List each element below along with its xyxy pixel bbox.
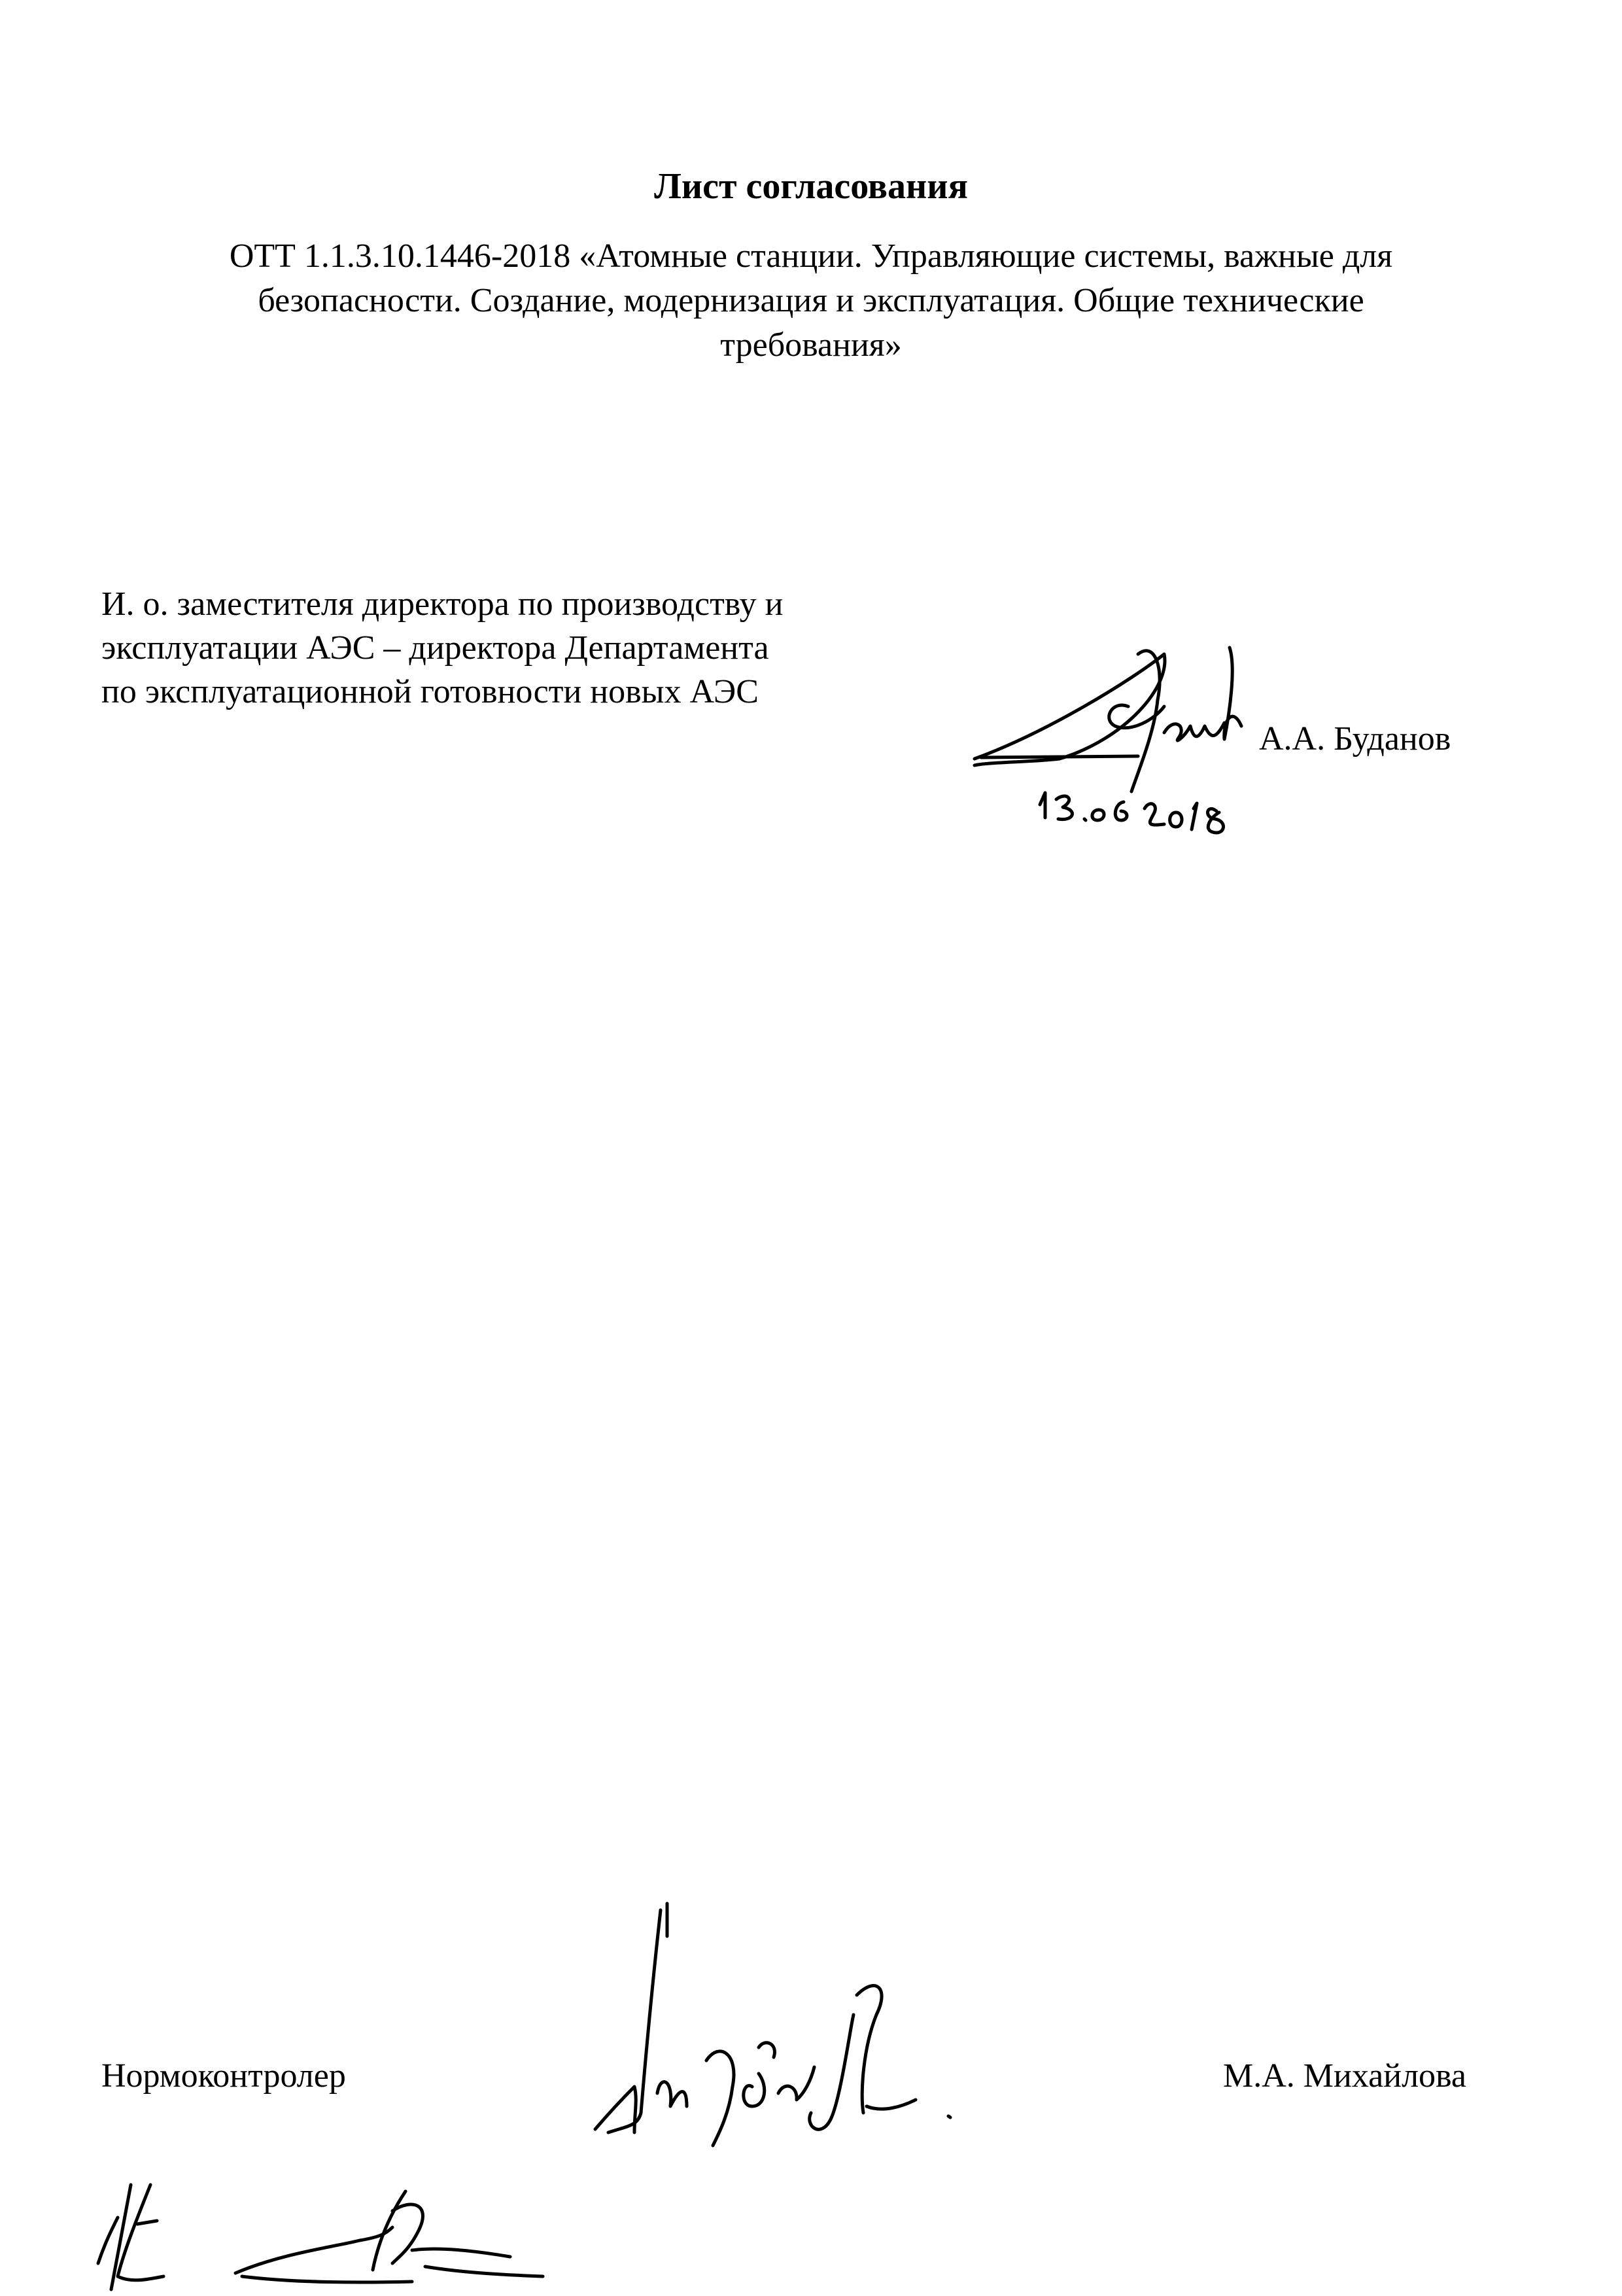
document-subtitle: [131, 234, 1491, 368]
subtitle-line: ОТТ 1.1.3.10.1446-2018 «Атомные станции. Управляющие системы, важные для: [229, 237, 1393, 275]
position-line: по эксплуатационной готовности новых АЭС: [101, 673, 759, 710]
page-title: Лист согласования: [654, 166, 968, 207]
subtitle-line: безопасности. Создание, модернизация и эксплуатация. Общие технические: [258, 282, 1364, 319]
signer-position: [101, 582, 783, 714]
position-line: эксплуатации АЭС – директора Департамента: [101, 629, 769, 667]
initials-signature: [85, 2165, 556, 2296]
position-line: И. о. заместителя директора по производству и: [101, 585, 784, 623]
subtitle-line: требования»: [720, 326, 902, 364]
signature-mikhailova: [589, 1897, 994, 2159]
role-normocontroller: Нормоконтролер: [101, 2057, 346, 2095]
signer-name-mikhailova: М.А. Михайлова: [1223, 2057, 1466, 2095]
signer-name-budanov: А.А. Буданов: [1259, 720, 1451, 757]
signature-budanov: [968, 628, 1269, 844]
